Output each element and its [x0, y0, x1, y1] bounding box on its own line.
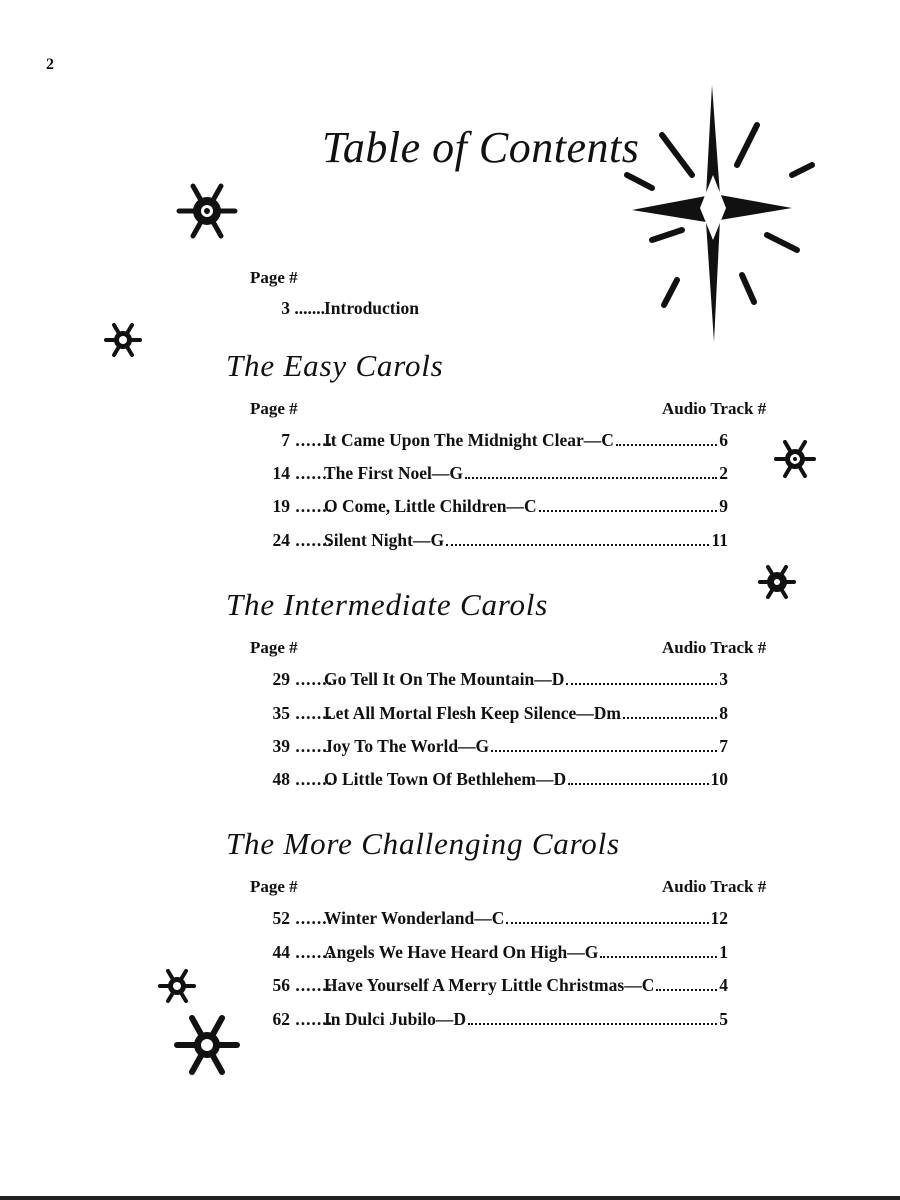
section-page-header: Page # — [250, 877, 298, 896]
page-number: 2 — [46, 56, 54, 73]
entry-track: 11 — [711, 530, 728, 550]
toc-row: 62 ....... In Dulci Jubilo—D 5 — [250, 1009, 728, 1030]
entry-track: 3 — [719, 669, 728, 689]
entry-title: Introduction — [324, 298, 419, 318]
toc-row: 24 ....... Silent Night—G 11 — [250, 530, 728, 551]
toc-row: 14 ....... The First Noel—G 2 — [250, 463, 728, 484]
page-title: Table of Contents — [322, 123, 640, 172]
toc-row: 29 ....... Go Tell It On The Mountain—D 3 — [250, 669, 728, 690]
entry-page: 14 — [272, 463, 290, 483]
snowflake-icon — [156, 966, 198, 1006]
entry-track: 2 — [719, 463, 728, 483]
toc-row: 56 ....... Have Yourself A Merry Little Christmas—C 4 — [250, 975, 728, 996]
toc-row: 44 ....... Angels We Have Heard On High—G 1 — [250, 942, 728, 963]
section-track-header: Audio Track # — [662, 399, 767, 418]
section-track-header: Audio Track # — [662, 877, 767, 896]
snowflake-icon — [102, 320, 144, 360]
toc-row: 39 ....... Joy To The World—G 7 — [250, 736, 728, 757]
entry-page: 39 — [272, 736, 290, 756]
entry-title: Have Yourself A Merry Little Christmas—C — [324, 975, 655, 995]
entry-title: Go Tell It On The Mountain—D — [324, 669, 565, 689]
entry-title: Let All Mortal Flesh Keep Silence—Dm — [324, 703, 621, 723]
entry-track: 9 — [719, 496, 728, 516]
entry-title: The First Noel—G — [324, 463, 464, 483]
entry-page: 29 — [272, 669, 290, 689]
section-page-header: Page # — [250, 638, 298, 657]
entry-title: O Little Town Of Bethlehem—D — [324, 769, 567, 789]
entry-track: 12 — [710, 908, 728, 928]
toc-row: 7 ....... It Came Upon The Midnight Clear—C 6 — [250, 430, 728, 451]
toc-row: 52 ....... Winter Wonderland—C 12 — [250, 908, 728, 929]
entry-title: O Come, Little Children—C — [324, 496, 537, 516]
entry-page: 19 — [272, 496, 290, 516]
entry-track: 10 — [710, 769, 728, 789]
entry-page: 24 — [272, 530, 290, 550]
entry-track: 7 — [719, 736, 728, 756]
entry-page: 35 — [272, 703, 290, 723]
entry-title: Silent Night—G — [324, 530, 445, 550]
snowflake-icon — [756, 562, 798, 602]
intro-entry: 3 ....... Introduction — [250, 298, 419, 319]
toc-row: 35 ....... Let All Mortal Flesh Keep Silence—Dm 8 — [250, 703, 728, 724]
star-burst-icon — [622, 80, 817, 345]
section-page-header: Page # — [250, 399, 298, 418]
entry-page: 7 — [281, 430, 290, 450]
bottom-border — [0, 1196, 900, 1200]
entry-title: Winter Wonderland—C — [324, 908, 505, 928]
toc-row: 48 ....... O Little Town Of Bethlehem—D 10 — [250, 769, 728, 790]
entry-page: 56 — [272, 975, 290, 995]
section-title-challenging: The More Challenging Carols — [226, 826, 620, 861]
snowflake-icon — [772, 437, 818, 481]
section-title-easy: The Easy Carols — [226, 348, 444, 383]
entry-track: 5 — [719, 1009, 728, 1029]
entry-title: In Dulci Jubilo—D — [324, 1009, 466, 1029]
entry-title: It Came Upon The Midnight Clear—C — [324, 430, 614, 450]
toc-row: 19 ....... O Come, Little Children—C 9 — [250, 496, 728, 517]
entry-page: 3 — [281, 298, 290, 318]
entry-title: Joy To The World—G — [324, 736, 490, 756]
entry-page: 48 — [272, 769, 290, 789]
snowflake-icon — [172, 180, 242, 242]
entry-page: 44 — [272, 942, 290, 962]
entry-track: 6 — [719, 430, 728, 450]
intro-page-header: Page # — [250, 268, 298, 287]
entry-page: 52 — [272, 908, 290, 928]
section-title-intermediate: The Intermediate Carols — [226, 587, 549, 622]
entry-title: Angels We Have Heard On High—G — [324, 942, 599, 962]
entry-track: 8 — [719, 703, 728, 723]
entry-track: 4 — [719, 975, 728, 995]
entry-track: 1 — [719, 942, 728, 962]
snowflake-icon — [172, 1010, 242, 1080]
section-track-header: Audio Track # — [662, 638, 767, 657]
entry-page: 62 — [272, 1009, 290, 1029]
